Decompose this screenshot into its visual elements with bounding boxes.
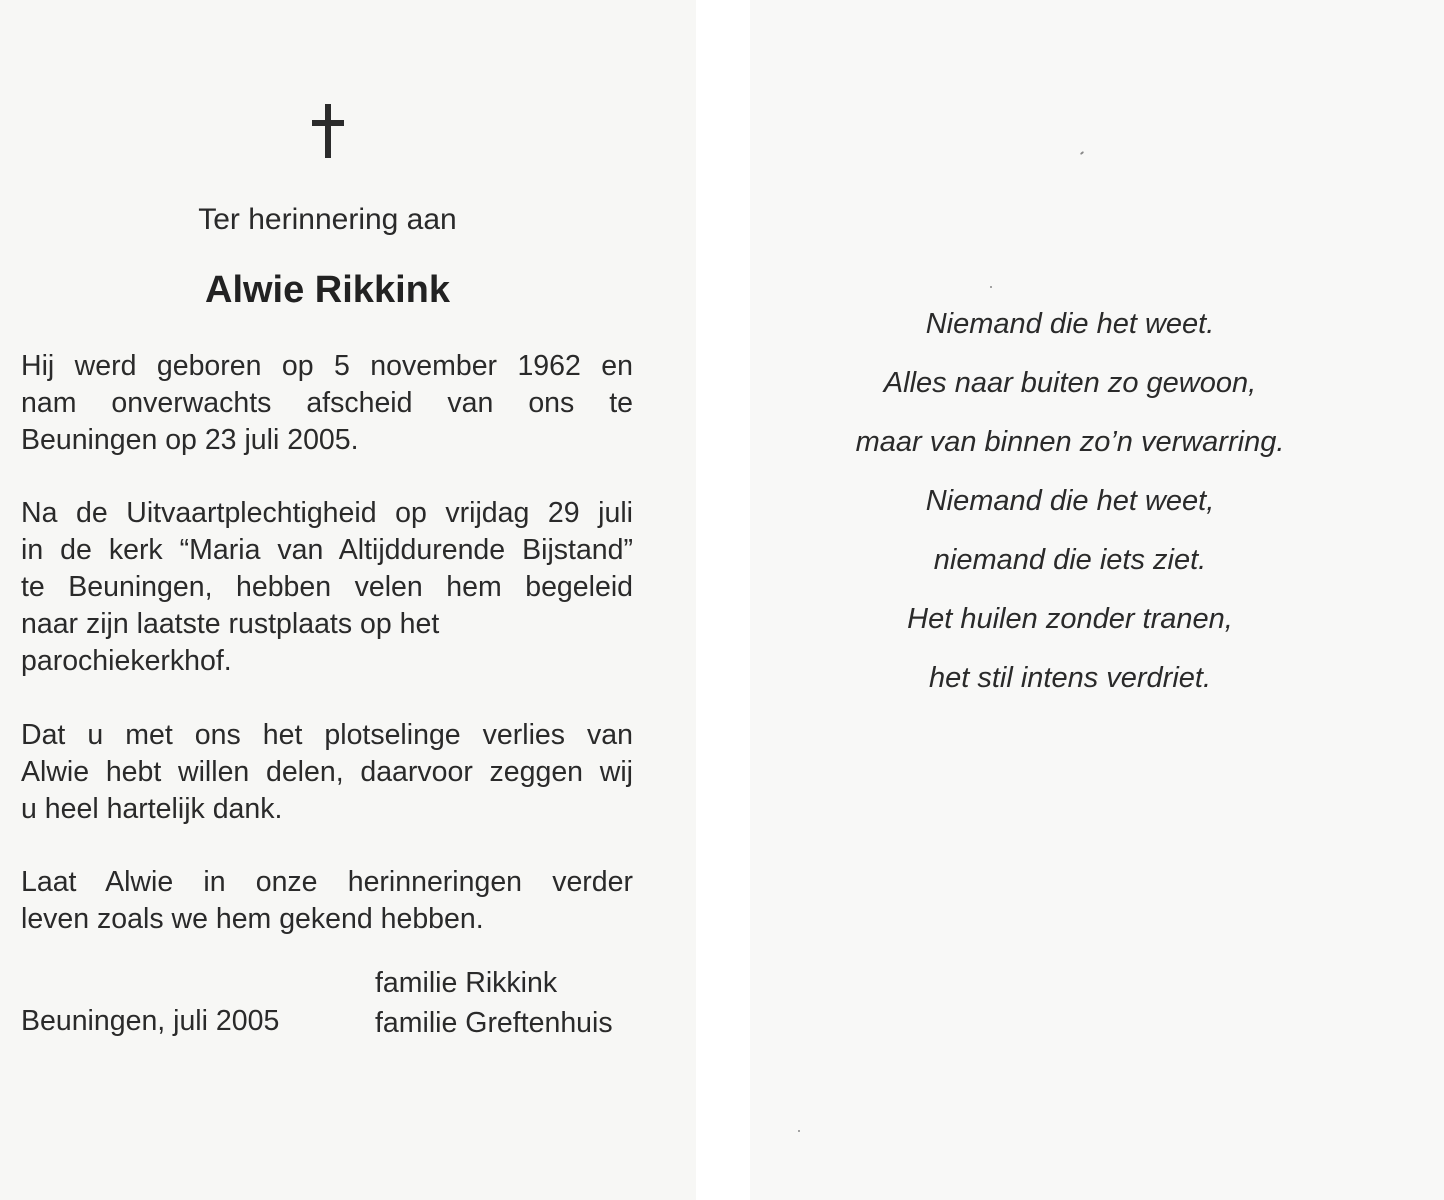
thanks-paragraph: [21, 717, 633, 828]
paragraph-line: Laat Alwie in onze herinneringen verder: [21, 866, 633, 898]
paragraph-line: te Beuningen, hebben velen hem begeleid: [21, 571, 633, 603]
paragraph-line: Alwie hebt willen delen, daarvoor zeggen wij: [21, 756, 633, 788]
paragraph-line: in de kerk “Maria van Altijddurende Bijstand”: [21, 534, 633, 566]
paragraph-line: Dat u met ons het plotselinge verlies van: [21, 719, 633, 751]
paragraph-line: u heel hartelijk dank.: [21, 793, 283, 825]
paragraph-line: leven zoals we hem gekend hebben.: [21, 903, 484, 935]
memorial-intro: Ter herinnering aan: [198, 203, 457, 236]
poem-line: niemand die iets ziet.: [933, 544, 1207, 576]
paragraph-line: Hij werd geboren op 5 november 1962 en: [21, 350, 633, 382]
funeral-paragraph: [21, 495, 633, 680]
poem-line: maar van binnen zo’n verwarring.: [855, 426, 1285, 458]
remembrance-paragraph: [21, 864, 633, 938]
signature-line: familie Rikkink: [375, 967, 558, 999]
cross-icon: [310, 104, 346, 160]
poem-line: Alles naar buiten zo gewoon,: [883, 367, 1257, 399]
paragraph-line: parochiekerkhof.: [21, 645, 232, 677]
paragraph-line: naar zijn laatste rustplaats op het: [21, 608, 440, 640]
poem-line: Het huilen zonder tranen,: [907, 603, 1233, 635]
paper-speck: [798, 1130, 800, 1132]
poem-line: het stil intens verdriet.: [928, 662, 1212, 694]
paper-speck: [990, 286, 992, 288]
deceased-name: Alwie Rikkink: [205, 269, 450, 311]
paragraph-line: nam onverwachts afscheid van ons te: [21, 387, 633, 419]
paragraph-line: Na de Uitvaartplechtigheid op vrijdag 29 juli: [21, 497, 633, 529]
memorial-poem: [750, 300, 1390, 713]
poem-line: Niemand die het weet.: [925, 308, 1215, 340]
family-signatures: [375, 963, 613, 1043]
paragraph-line: Beuningen op 23 juli 2005.: [21, 424, 359, 456]
signature-line: familie Greftenhuis: [375, 1007, 613, 1039]
birth-death-paragraph: [21, 348, 633, 459]
poem-line: Niemand die het weet,: [925, 485, 1215, 517]
paper-speck: [1080, 151, 1084, 155]
place-date: Beuningen, juli 2005: [21, 1005, 280, 1037]
left-card: [0, 0, 696, 1200]
